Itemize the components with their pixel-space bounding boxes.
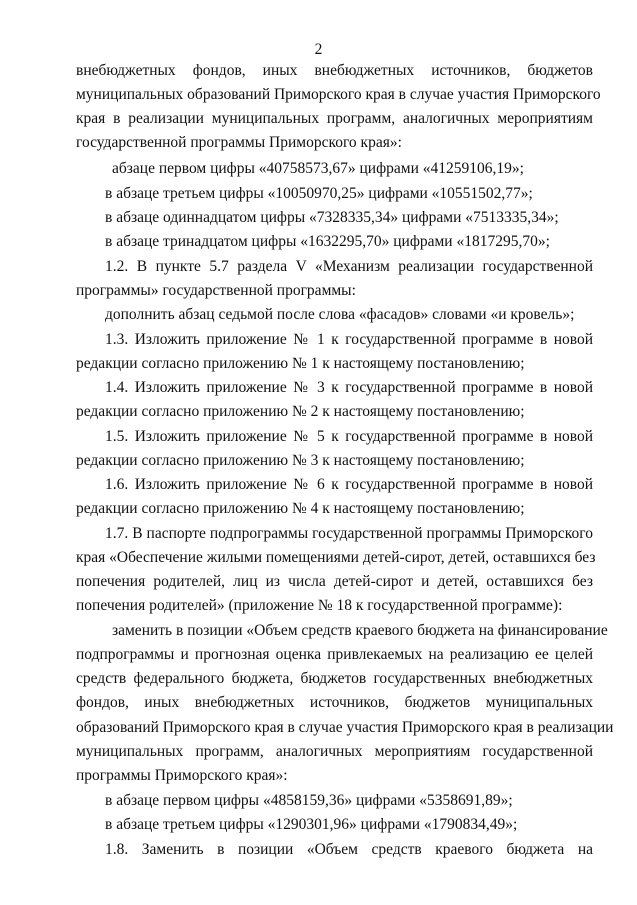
text-line	[0, 449, 637, 473]
text-line	[0, 59, 637, 83]
line-text: в абзаце одиннадцатом цифры «7328335,34» цифрами «7513335,34»;	[105, 209, 559, 226]
line-text: государственной программы Приморского края»:	[76, 134, 402, 151]
text-line	[0, 619, 637, 643]
line-text: муниципальных программ, аналогичных мероприятиям государственной	[76, 743, 593, 760]
text-line	[0, 570, 637, 594]
line-text: в абзаце первом цифры «4858159,36» цифрами «5358691,89»;	[105, 792, 513, 809]
line-text: муниципальных образований Приморского края в случае участия Приморского	[76, 86, 601, 103]
page-number: 2	[314, 41, 323, 58]
line-text: внебюджетных фондов, иных внебюджетных источников, бюджетов	[76, 62, 593, 79]
line-text: дополнить абзац седьмой после слова «фасадов» словами «и кровель»;	[105, 306, 575, 323]
line-text: средств федерального бюджета, бюджетов государственных внебюджетных	[76, 670, 593, 687]
line-text: абзаце первом цифры «40758573,67» цифрами «41259106,19»;	[112, 160, 524, 177]
text-line	[0, 157, 637, 181]
line-text: 1.2. В пункте 5.7 раздела V «Механизм реализации государственной	[105, 258, 593, 275]
line-text: края «Обеспечение жилыми помещениями детей-сирот, детей, оставшихся без	[76, 549, 596, 566]
text-line	[0, 497, 637, 521]
line-text: в абзаце тринадцатом цифры «1632295,70» цифрами «1817295,70»;	[105, 233, 550, 250]
text-line	[0, 255, 637, 279]
line-text: редакции согласно приложению № 2 к настоящему постановлению;	[76, 403, 525, 420]
line-text: редакции согласно приложению № 1 к настоящему постановлению;	[76, 355, 525, 372]
text-line	[0, 813, 637, 837]
line-text: 1.8. Заменить в позиции «Объем средств краевого бюджета на	[105, 841, 593, 858]
text-line	[0, 425, 637, 449]
text-line	[0, 352, 637, 376]
text-line	[0, 107, 637, 131]
line-text: 1.6. Изложить приложение № 6 к государственной программе в новой	[105, 476, 593, 493]
text-line	[0, 83, 637, 107]
text-line	[0, 764, 637, 788]
line-text: попечения родителей, лиц из числа детей-сирот и детей, оставшихся без	[76, 573, 593, 590]
line-text: 1.4. Изложить приложение № 3 к государственной программе в новой	[105, 379, 593, 396]
line-text: фондов, иных внебюджетных источников, бюджетов муниципальных	[76, 694, 593, 711]
line-text: края в реализации муниципальных программ, аналогичных мероприятиям	[76, 110, 593, 127]
text-line	[0, 594, 637, 618]
line-text: 1.3. Изложить приложение № 1 к государственной программе в новой	[105, 331, 593, 348]
text-line	[0, 376, 637, 400]
text-line	[0, 303, 637, 327]
text-line	[0, 206, 637, 230]
line-text: редакции согласно приложению № 4 к настоящему постановлению;	[76, 500, 525, 517]
line-text: в абзаце третьем цифры «10050970,25» цифрами «10551502,77»;	[105, 185, 533, 202]
text-line	[0, 328, 637, 352]
text-line	[0, 740, 637, 764]
text-line	[0, 279, 637, 303]
line-text: подпрограммы и прогнозная оценка привлекаемых на реализацию ее целей	[76, 646, 593, 663]
line-text: 1.5. Изложить приложение № 5 к государственной программе в новой	[105, 428, 593, 445]
line-text: 1.7. В паспорте подпрограммы государственной программы Приморского	[105, 525, 593, 542]
text-line	[0, 546, 637, 570]
text-line	[0, 230, 637, 254]
text-line	[0, 182, 637, 206]
line-text: в абзаце третьем цифры «1290301,96» цифрами «1790834,49»;	[105, 816, 518, 833]
line-text: заменить в позиции «Объем средств краевого бюджета на финансирование	[112, 622, 608, 639]
text-line	[0, 473, 637, 497]
text-line	[0, 131, 637, 155]
text-line	[0, 643, 637, 667]
line-text: программы Приморского края»:	[76, 767, 288, 784]
line-text: редакции согласно приложению № 3 к настоящему постановлению;	[76, 452, 525, 469]
line-text: попечения родителей» (приложение № 18 к государственной программе):	[76, 597, 563, 614]
text-line	[0, 789, 637, 813]
line-text: программы» государственной программы:	[76, 282, 356, 299]
line-text: образований Приморского края в случае участия Приморского края в реализации	[76, 719, 614, 736]
text-line	[0, 522, 637, 546]
text-line	[0, 691, 637, 715]
text-line	[0, 838, 637, 862]
text-line	[0, 400, 637, 424]
text-line	[0, 716, 637, 740]
text-line	[0, 667, 637, 691]
